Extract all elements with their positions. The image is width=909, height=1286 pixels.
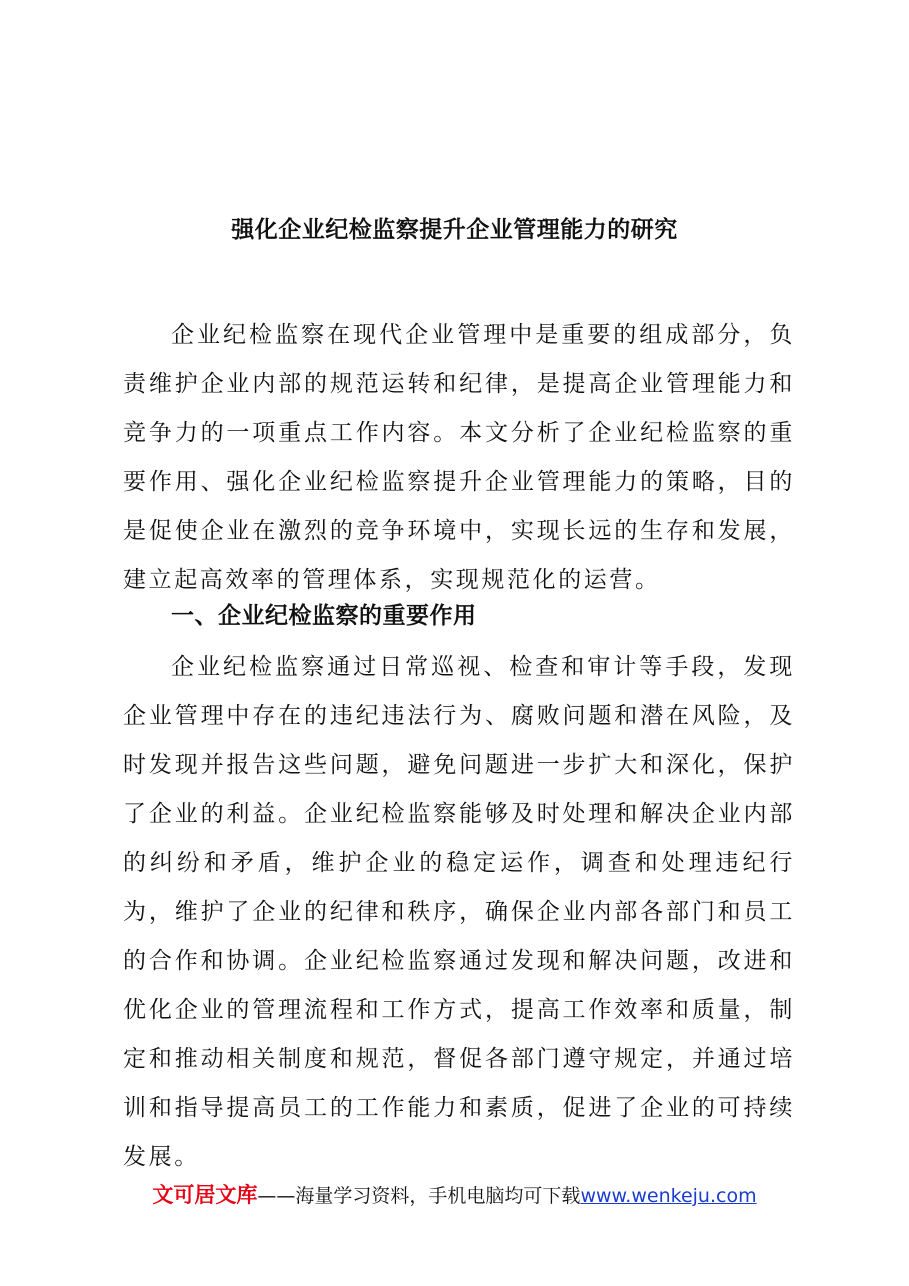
footer-brand: 文可居文库 bbox=[152, 1183, 258, 1207]
section-heading: 一、企业纪检监察的重要作用 bbox=[171, 603, 477, 629]
document-title: 强化企业纪检监察提升企业管理能力的研究 bbox=[231, 216, 678, 243]
footer-slogan: ——海量学习资料，手机电脑均可下载 bbox=[257, 1185, 581, 1207]
paragraph-abstract: 企业纪检监察在现代企业管理中是重要的组成部分，负责维护企业内部的规范运转和纪律，是提高企业管理能力和竞争力的一项重点工作内容。本文分析了企业纪检监察的重要作用、强化企业纪检监察提升企业管理能力的策略，目的是促使企业在激烈的竞争环境中，实现长远的生存和发展，建立起高效率的管理体系，实现规范化的运营。 bbox=[123, 322, 795, 593]
paragraph-section-1: 企业纪检监察通过日常巡视、检查和审计等手段，发现企业管理中存在的违纪违法行为、腐败问题和潜在风险，及时发现并报告这些问题，避免问题进一步扩大和深化，保护了企业的利益。企业纪检监察能够及时处理和解决企业内部的纠纷和矛盾，维护企业的稳定运作，调查和处理违纪行为，维护了企业的纪律和秩序，确保企业内部各部门和员工的合作和协调。企业纪检监察通过发现和解决问题，改进和优化企业的管理流程和工作方式，提高工作效率和质量，制定和推动相关制度和规范，督促各部门遵守规定，并通过培训和指导提高员工的工作能力和素质，促进了企业的可持续发展。 bbox=[123, 654, 795, 1170]
footer-site-link[interactable]: www.wenkeju.com bbox=[580, 1185, 757, 1207]
footer-banner bbox=[0, 1180, 909, 1211]
